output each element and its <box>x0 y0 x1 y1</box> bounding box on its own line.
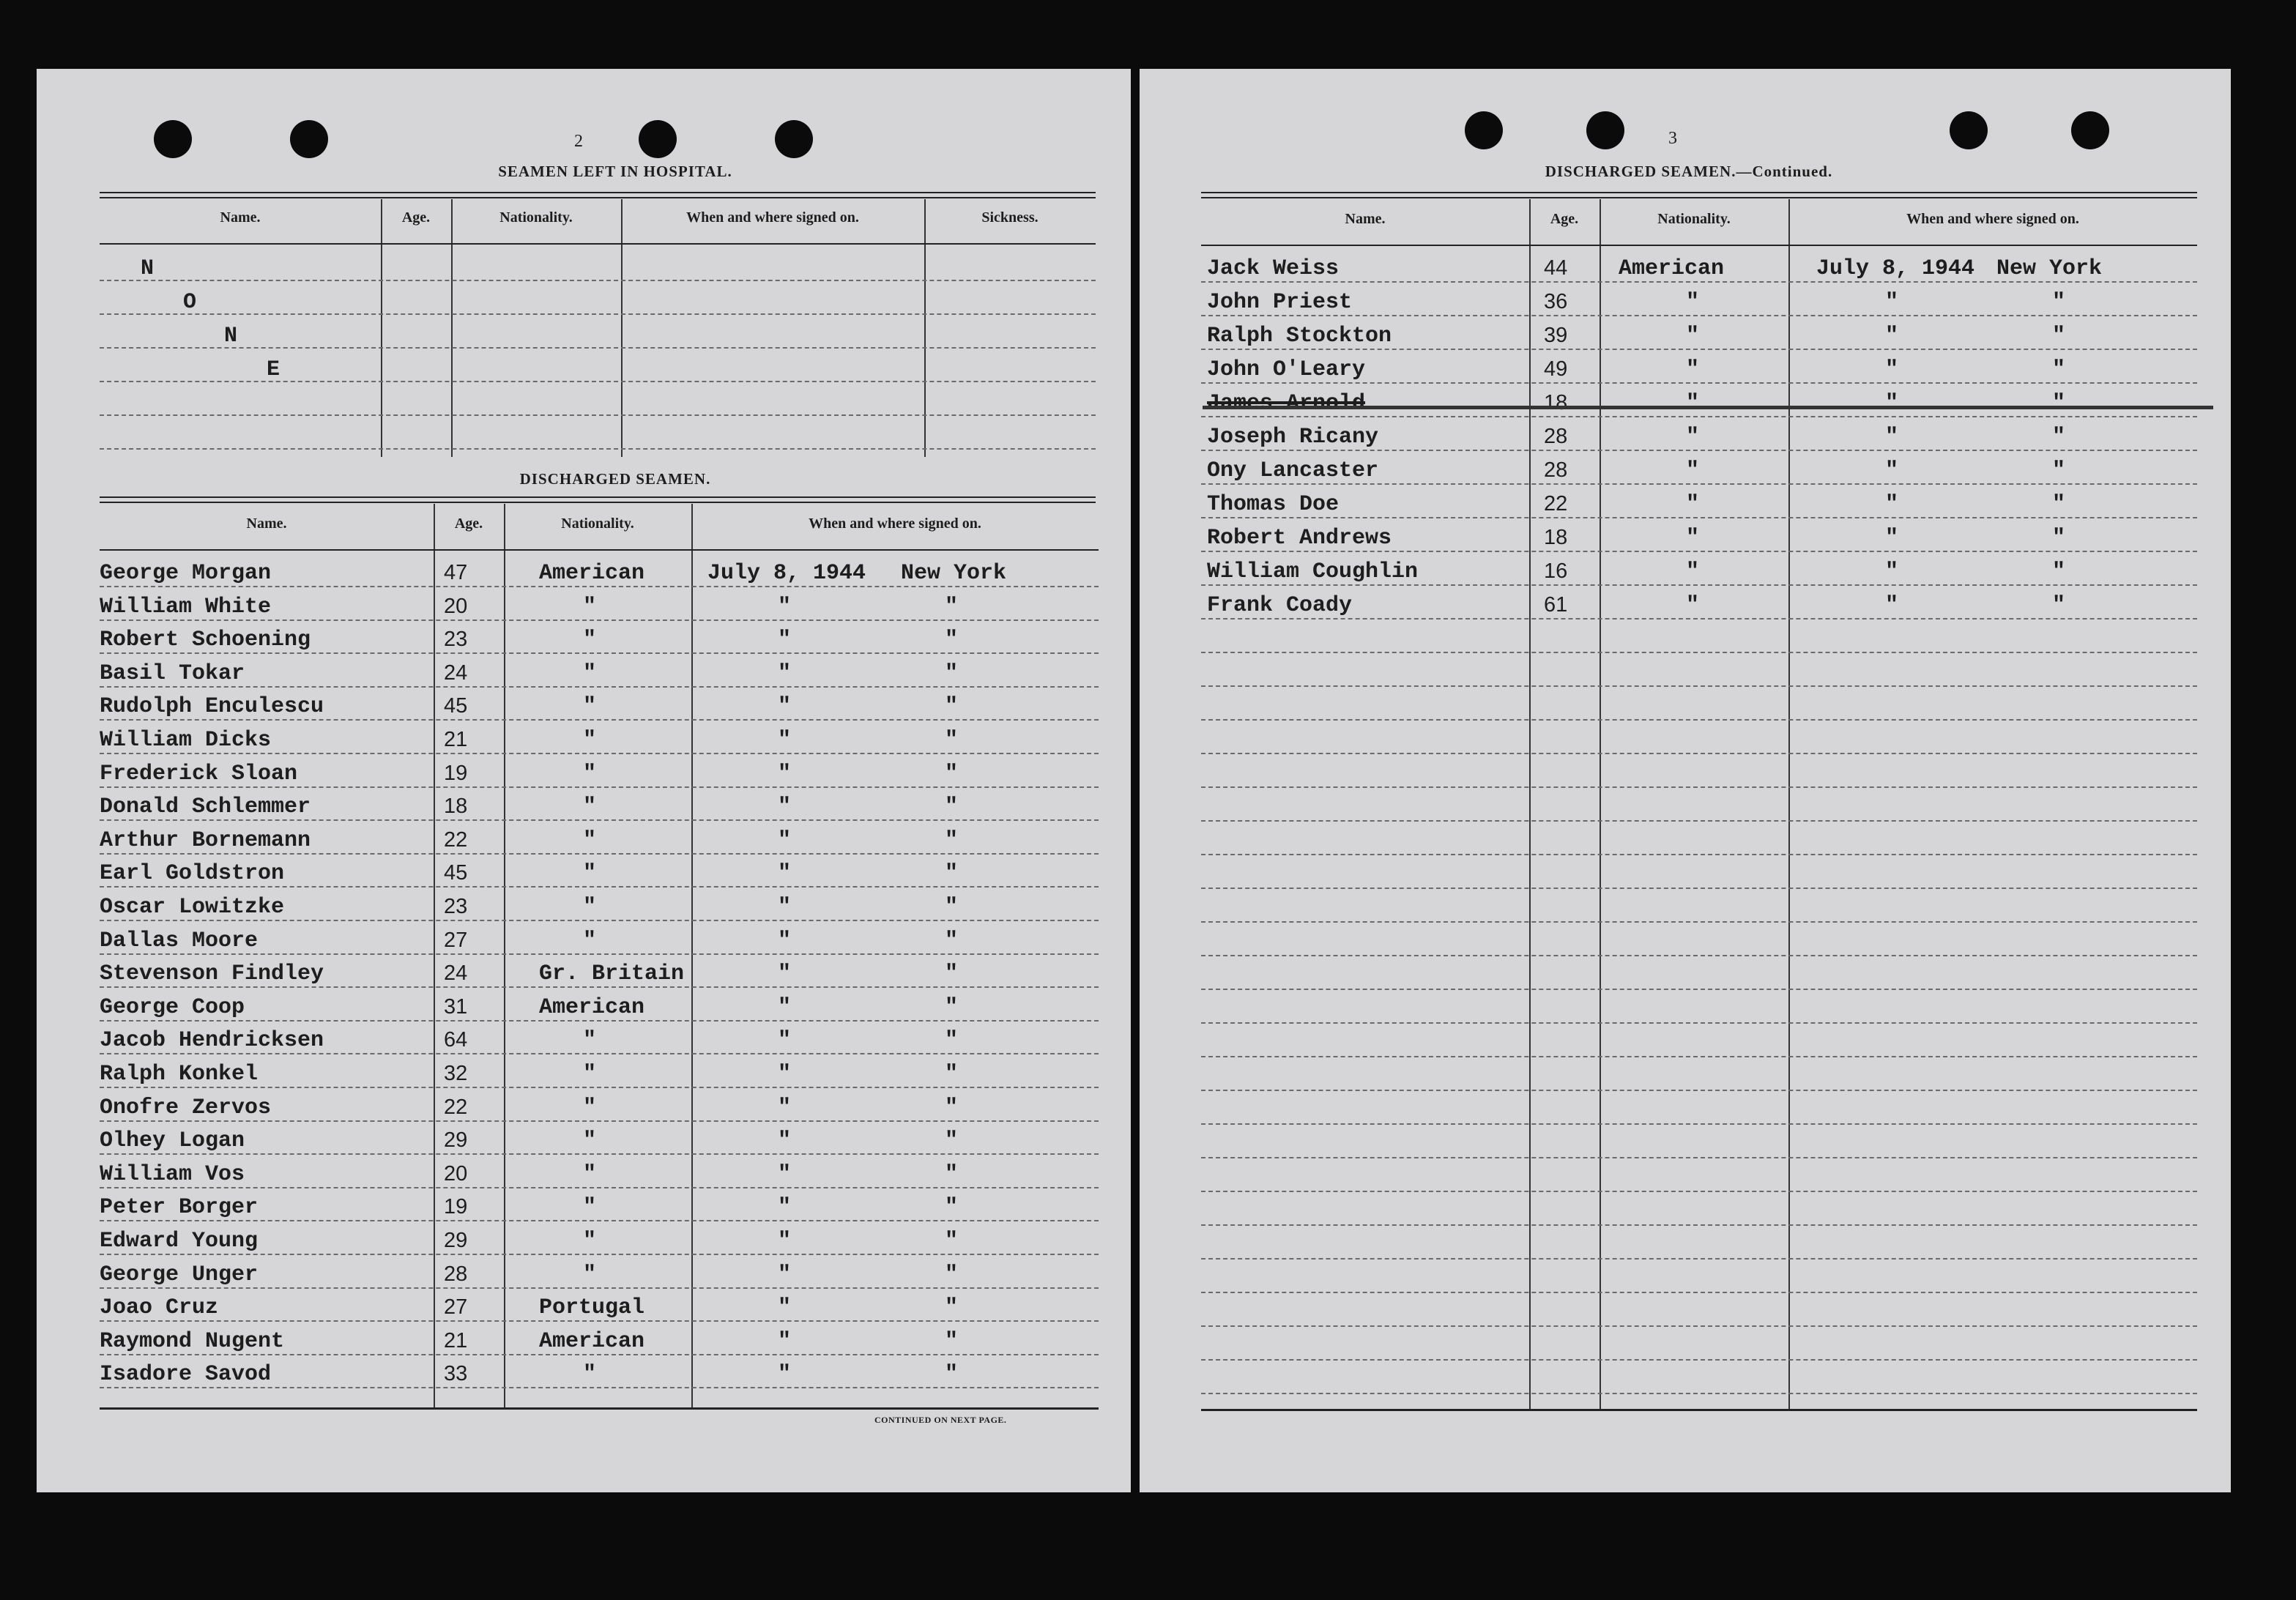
dotted-rule <box>1201 1258 2197 1259</box>
seaman-nationality: " <box>1686 391 1700 416</box>
signed-on-date: " <box>778 1062 792 1087</box>
column-divider <box>924 199 926 457</box>
dotted-rule <box>1201 1292 2197 1293</box>
seaman-nationality: " <box>583 795 597 820</box>
dotted-rule <box>1201 1325 2197 1327</box>
signed-on-date: " <box>1885 290 1899 315</box>
signed-on-date: " <box>778 961 792 987</box>
signed-on-place: " <box>2052 357 2066 382</box>
signed-on-date: " <box>778 594 792 619</box>
seaman-age: 33 <box>444 1362 468 1386</box>
dotted-rule <box>1201 483 2197 485</box>
seaman-name: Frank Coady <box>1207 593 1353 618</box>
continued-note: CONTINUED ON NEXT PAGE. <box>874 1415 1007 1425</box>
signed-on-date: " <box>778 827 792 853</box>
hospital-entry: N <box>141 256 155 281</box>
seaman-age: 16 <box>1544 559 1568 583</box>
seaman-age: 23 <box>444 628 468 652</box>
dotted-rule <box>1201 618 2197 619</box>
seaman-name: Thomas Doe <box>1207 492 1340 517</box>
punch-hole <box>2071 111 2109 149</box>
dotted-rule <box>1201 382 2197 384</box>
seaman-name: Joao Cruz <box>100 1295 219 1321</box>
seaman-name: Oscar Lowitzke <box>100 895 285 920</box>
column-header: Nationality. <box>499 209 573 226</box>
signed-on-place: " <box>945 1095 959 1120</box>
seaman-name: Joseph Ricany <box>1207 425 1379 450</box>
header-rule <box>100 243 1096 245</box>
signed-on-date: " <box>778 728 792 753</box>
signed-on-date: July 8, 1944 <box>1816 256 1975 281</box>
signed-on-place: " <box>2052 526 2066 551</box>
signed-on-date: " <box>778 661 792 686</box>
signed-on-place: " <box>945 928 959 953</box>
signed-on-date: " <box>778 1328 792 1354</box>
seaman-nationality: " <box>583 1028 597 1054</box>
signed-on-place: " <box>945 827 959 853</box>
dotted-rule <box>100 347 1096 349</box>
signed-on-place: " <box>945 728 959 753</box>
signed-on-date: " <box>778 694 792 720</box>
dotted-rule <box>100 719 1099 721</box>
seaman-name: William Coughlin <box>1207 559 1419 584</box>
signed-on-date: " <box>778 895 792 920</box>
column-header: Nationality. <box>1657 211 1731 227</box>
dotted-rule <box>1201 416 2197 417</box>
signed-on-date: " <box>1885 391 1899 416</box>
signed-on-place: " <box>945 1362 959 1388</box>
hospital-section-title: SEAMEN LEFT IN HOSPITAL. <box>498 163 732 180</box>
signed-on-date: " <box>778 1128 792 1154</box>
dotted-rule <box>100 1354 1099 1355</box>
signed-on-place: " <box>2052 290 2066 315</box>
seaman-age: 23 <box>444 895 468 918</box>
table-bottom-rule <box>1201 1409 2197 1411</box>
seaman-age: 44 <box>1544 256 1568 280</box>
seaman-nationality: " <box>583 594 597 619</box>
signed-on-place: " <box>2052 425 2066 450</box>
table-bottom-rule <box>100 1407 1099 1410</box>
seaman-age: 22 <box>444 1095 468 1119</box>
signed-on-date: " <box>1885 324 1899 349</box>
dotted-rule <box>1201 584 2197 586</box>
punch-hole <box>154 120 192 158</box>
dotted-rule <box>100 1387 1099 1388</box>
page-number: 2 <box>574 132 583 151</box>
header-rule <box>100 549 1099 551</box>
seaman-age: 27 <box>444 928 468 952</box>
column-header: When and where signed on. <box>809 516 981 532</box>
dotted-rule <box>100 1220 1099 1221</box>
dotted-rule <box>1201 1393 2197 1394</box>
column-header: Sickness. <box>981 209 1039 226</box>
seaman-age: 36 <box>1544 290 1568 313</box>
seaman-age: 29 <box>444 1229 468 1252</box>
dotted-rule <box>1201 1191 2197 1192</box>
seaman-name: Jack Weiss <box>1207 256 1340 281</box>
punch-hole <box>1950 111 1988 149</box>
dotted-rule <box>1201 955 2197 956</box>
seaman-name: Basil Tokar <box>100 661 245 686</box>
dotted-rule <box>1201 820 2197 822</box>
signed-on-place: " <box>945 895 959 920</box>
seaman-name: William Dicks <box>100 728 272 753</box>
signed-on-date: " <box>1885 526 1899 551</box>
punch-hole <box>1465 111 1503 149</box>
seaman-name: Ony Lancaster <box>1207 458 1379 483</box>
seaman-nationality: " <box>583 661 597 686</box>
signed-on-place: " <box>2052 559 2066 584</box>
dotted-rule <box>1201 1022 2197 1024</box>
seaman-age: 24 <box>444 961 468 986</box>
seaman-age: 21 <box>444 728 468 751</box>
dotted-rule <box>1201 652 2197 653</box>
dotted-rule <box>100 920 1099 921</box>
dotted-rule <box>100 819 1099 821</box>
signed-on-date: " <box>778 861 792 887</box>
signed-on-date: " <box>778 1295 792 1321</box>
seaman-nationality: " <box>1686 559 1700 584</box>
seaman-age: 18 <box>444 795 468 819</box>
column-divider <box>691 504 693 1407</box>
column-divider <box>621 199 623 457</box>
signed-on-place: New York <box>1996 256 2103 281</box>
seaman-nationality: " <box>583 728 597 753</box>
seaman-age: 19 <box>444 761 468 785</box>
hospital-entry: O <box>183 290 197 315</box>
seaman-name: Peter Borger <box>100 1195 259 1221</box>
hospital-entry: E <box>267 357 281 382</box>
column-divider <box>381 199 382 457</box>
signed-on-date: " <box>778 628 792 653</box>
seaman-age: 27 <box>444 1295 468 1320</box>
signed-on-place: " <box>945 795 959 820</box>
dotted-rule <box>100 1287 1099 1289</box>
seaman-nationality: American <box>1619 256 1725 281</box>
signed-on-place: " <box>945 661 959 686</box>
signed-on-place: " <box>945 628 959 653</box>
header-rule <box>1201 245 2197 246</box>
column-header: Age. <box>454 516 483 532</box>
seaman-nationality: Portugal <box>539 1295 645 1321</box>
seaman-name: Isadore Savod <box>100 1362 272 1388</box>
dotted-rule <box>1201 685 2197 687</box>
punch-hole <box>775 120 813 158</box>
signed-on-date: " <box>778 1262 792 1287</box>
column-header: Name. <box>220 209 261 226</box>
seaman-age: 22 <box>444 827 468 852</box>
seaman-age: 20 <box>444 594 468 618</box>
punch-hole <box>290 120 328 158</box>
dotted-rule <box>1201 719 2197 721</box>
seaman-nationality: " <box>583 1161 597 1187</box>
seaman-name: Stevenson Findley <box>100 961 324 987</box>
column-header: Age. <box>1550 211 1579 227</box>
dotted-rule <box>1201 786 2197 788</box>
seaman-age: 22 <box>1544 492 1568 516</box>
signed-on-date: " <box>778 928 792 953</box>
dotted-rule <box>100 313 1096 315</box>
column-header: Name. <box>1345 211 1386 227</box>
seaman-nationality: " <box>1686 458 1700 483</box>
seaman-age: 28 <box>1544 425 1568 448</box>
seaman-name: Earl Goldstron <box>100 861 285 887</box>
seaman-nationality: " <box>583 1095 597 1120</box>
column-divider <box>451 199 453 457</box>
signed-on-place: " <box>945 1328 959 1354</box>
seaman-age: 47 <box>444 561 468 584</box>
dotted-rule <box>100 886 1099 888</box>
signed-on-date: " <box>1885 593 1899 618</box>
dotted-rule <box>100 1153 1099 1155</box>
seaman-nationality: American <box>539 1328 645 1354</box>
seaman-age: 28 <box>444 1262 468 1286</box>
dotted-rule <box>100 1320 1099 1322</box>
dotted-rule <box>100 586 1099 587</box>
dotted-rule <box>1201 349 2197 350</box>
seaman-nationality: " <box>583 827 597 853</box>
dotted-rule <box>100 381 1096 382</box>
dotted-rule <box>100 1087 1099 1088</box>
signed-on-date: " <box>1885 425 1899 450</box>
seaman-age: 21 <box>444 1328 468 1352</box>
seaman-nationality: " <box>583 761 597 786</box>
column-header: When and where signed on. <box>686 209 859 226</box>
dotted-rule <box>100 1120 1099 1122</box>
signed-on-place: " <box>945 1295 959 1321</box>
dotted-rule <box>100 1187 1099 1188</box>
seaman-age: 24 <box>444 661 468 685</box>
signed-on-date: " <box>778 761 792 786</box>
signed-on-date: " <box>778 1095 792 1120</box>
signed-on-date: " <box>1885 559 1899 584</box>
seaman-nationality: " <box>583 1262 597 1287</box>
rule <box>100 192 1096 193</box>
dotted-rule <box>100 786 1099 788</box>
seaman-name: Robert Schoening <box>100 628 311 653</box>
column-header: Nationality. <box>561 516 634 532</box>
dotted-rule <box>100 753 1099 754</box>
dotted-rule <box>100 448 1096 450</box>
right-page <box>1140 69 2231 1492</box>
dotted-rule <box>100 1020 1099 1022</box>
seaman-name: Jacob Hendricksen <box>100 1028 324 1054</box>
seaman-nationality: " <box>583 895 597 920</box>
seaman-nationality: " <box>1686 492 1700 517</box>
seaman-age: 29 <box>444 1128 468 1153</box>
signed-on-place: " <box>945 694 959 720</box>
seaman-age: 31 <box>444 994 468 1019</box>
seaman-age: 32 <box>444 1062 468 1085</box>
seaman-nationality: American <box>539 561 645 586</box>
signed-on-date: " <box>1885 458 1899 483</box>
signed-on-place: " <box>2052 458 2066 483</box>
seaman-name: James Arnold <box>1207 391 1366 416</box>
column-header: Age. <box>401 209 431 226</box>
strike-through-line <box>1203 406 2213 409</box>
dotted-rule <box>1201 989 2197 990</box>
dotted-rule <box>100 686 1099 688</box>
seaman-name: Dallas Moore <box>100 928 259 953</box>
seaman-name: George Morgan <box>100 561 272 586</box>
seaman-nationality: " <box>1686 593 1700 618</box>
seaman-age: 28 <box>1544 458 1568 482</box>
seaman-age: 19 <box>444 1195 468 1219</box>
signed-on-place: " <box>945 861 959 887</box>
column-header: Name. <box>246 516 287 532</box>
continued-section-title: DISCHARGED SEAMEN.—Continued. <box>1545 163 1833 180</box>
seaman-name: Edward Young <box>100 1229 259 1254</box>
hospital-entry: N <box>224 324 238 349</box>
seaman-nationality: " <box>583 1062 597 1087</box>
rule <box>100 496 1096 498</box>
dotted-rule <box>1201 1056 2197 1057</box>
signed-on-date: July 8, 1944 <box>707 561 866 586</box>
seaman-age: 49 <box>1544 357 1568 381</box>
column-divider <box>1529 199 1531 1409</box>
seaman-name: Ralph Konkel <box>100 1062 259 1087</box>
seaman-nationality: " <box>1686 290 1700 315</box>
dotted-rule <box>100 953 1099 955</box>
signed-on-place: " <box>945 594 959 619</box>
seaman-name: George Unger <box>100 1262 259 1287</box>
dotted-rule <box>1201 281 2197 283</box>
seaman-age: 61 <box>1544 593 1568 617</box>
seaman-nationality: American <box>539 994 645 1020</box>
column-divider <box>1788 199 1790 1409</box>
dotted-rule <box>1201 315 2197 316</box>
seaman-age: 18 <box>1544 526 1568 549</box>
dotted-rule <box>100 1053 1099 1054</box>
dotted-rule <box>100 853 1099 855</box>
signed-on-date: " <box>778 795 792 820</box>
signed-on-place: " <box>945 961 959 987</box>
dotted-rule <box>1201 888 2197 889</box>
signed-on-date: " <box>778 1161 792 1187</box>
seaman-nationality: " <box>1686 324 1700 349</box>
dotted-rule <box>1201 854 2197 855</box>
seaman-name: Arthur Bornemann <box>100 827 311 853</box>
dotted-rule <box>1201 1224 2197 1226</box>
seaman-nationality: " <box>583 1195 597 1221</box>
seaman-nationality: " <box>1686 526 1700 551</box>
left-page <box>37 69 1131 1492</box>
signed-on-place: " <box>2052 492 2066 517</box>
seaman-nationality: " <box>583 694 597 720</box>
seaman-name: Olhey Logan <box>100 1128 245 1154</box>
rule <box>1201 192 2197 193</box>
seaman-nationality: " <box>583 1229 597 1254</box>
seaman-age: 39 <box>1544 324 1568 347</box>
signed-on-place: " <box>945 1161 959 1187</box>
column-header: When and where signed on. <box>1906 211 2079 227</box>
seaman-age: 64 <box>444 1028 468 1052</box>
discharged-section-title: DISCHARGED SEAMEN. <box>519 470 711 488</box>
column-divider <box>504 504 505 1407</box>
signed-on-date: " <box>1885 492 1899 517</box>
dotted-rule <box>100 652 1099 654</box>
seaman-age: 18 <box>1544 391 1568 414</box>
seaman-nationality: " <box>583 928 597 953</box>
seaman-name: Donald Schlemmer <box>100 795 311 820</box>
signed-on-place: New York <box>901 561 1007 586</box>
seaman-name: George Coop <box>100 994 245 1020</box>
seaman-name: Raymond Nugent <box>100 1328 285 1354</box>
dotted-rule <box>1201 1090 2197 1091</box>
seaman-name: Robert Andrews <box>1207 526 1392 551</box>
signed-on-place: " <box>2052 324 2066 349</box>
seaman-age: 45 <box>444 861 468 885</box>
seaman-name: Onofre Zervos <box>100 1095 272 1120</box>
signed-on-place: " <box>945 1262 959 1287</box>
page-number: 3 <box>1668 129 1677 148</box>
seaman-name: Ralph Stockton <box>1207 324 1392 349</box>
seaman-name: William Vos <box>100 1161 245 1187</box>
dotted-rule <box>100 414 1096 416</box>
punch-hole <box>639 120 677 158</box>
signed-on-place: " <box>945 1128 959 1154</box>
seaman-nationality: Gr. Britain <box>539 961 685 987</box>
column-divider <box>434 504 435 1407</box>
seaman-nationality: " <box>1686 425 1700 450</box>
signed-on-place: " <box>945 1028 959 1054</box>
signed-on-date: " <box>778 994 792 1020</box>
dotted-rule <box>1201 1123 2197 1125</box>
seaman-age: 20 <box>444 1161 468 1186</box>
signed-on-place: " <box>945 1062 959 1087</box>
dotted-rule <box>100 1254 1099 1255</box>
signed-on-place: " <box>2052 391 2066 416</box>
dotted-rule <box>100 619 1099 621</box>
dotted-rule <box>1201 450 2197 451</box>
signed-on-place: " <box>945 994 959 1020</box>
signed-on-date: " <box>778 1195 792 1221</box>
seaman-name: John Priest <box>1207 290 1353 315</box>
seaman-name: Frederick Sloan <box>100 761 298 786</box>
seaman-name: Rudolph Enculescu <box>100 694 324 720</box>
seaman-nationality: " <box>1686 357 1700 382</box>
seaman-age: 45 <box>444 694 468 718</box>
signed-on-date: " <box>1885 357 1899 382</box>
signed-on-place: " <box>2052 593 2066 618</box>
dotted-rule <box>1201 551 2197 552</box>
dotted-rule <box>100 280 1096 281</box>
dotted-rule <box>1201 1157 2197 1158</box>
signed-on-date: " <box>778 1229 792 1254</box>
seaman-nationality: " <box>583 861 597 887</box>
dotted-rule <box>100 986 1099 988</box>
seaman-name: John O'Leary <box>1207 357 1366 382</box>
punch-hole <box>1586 111 1624 149</box>
seaman-nationality: " <box>583 1362 597 1388</box>
dotted-rule <box>1201 517 2197 518</box>
dotted-rule <box>1201 1359 2197 1361</box>
dotted-rule <box>1201 921 2197 923</box>
signed-on-date: " <box>778 1028 792 1054</box>
signed-on-place: " <box>945 1229 959 1254</box>
seaman-nationality: " <box>583 1128 597 1154</box>
seaman-nationality: " <box>583 628 597 653</box>
signed-on-place: " <box>945 761 959 786</box>
dotted-rule <box>1201 753 2197 754</box>
seaman-name: William White <box>100 594 272 619</box>
signed-on-place: " <box>945 1195 959 1221</box>
signed-on-date: " <box>778 1362 792 1388</box>
column-divider <box>1600 199 1601 1409</box>
